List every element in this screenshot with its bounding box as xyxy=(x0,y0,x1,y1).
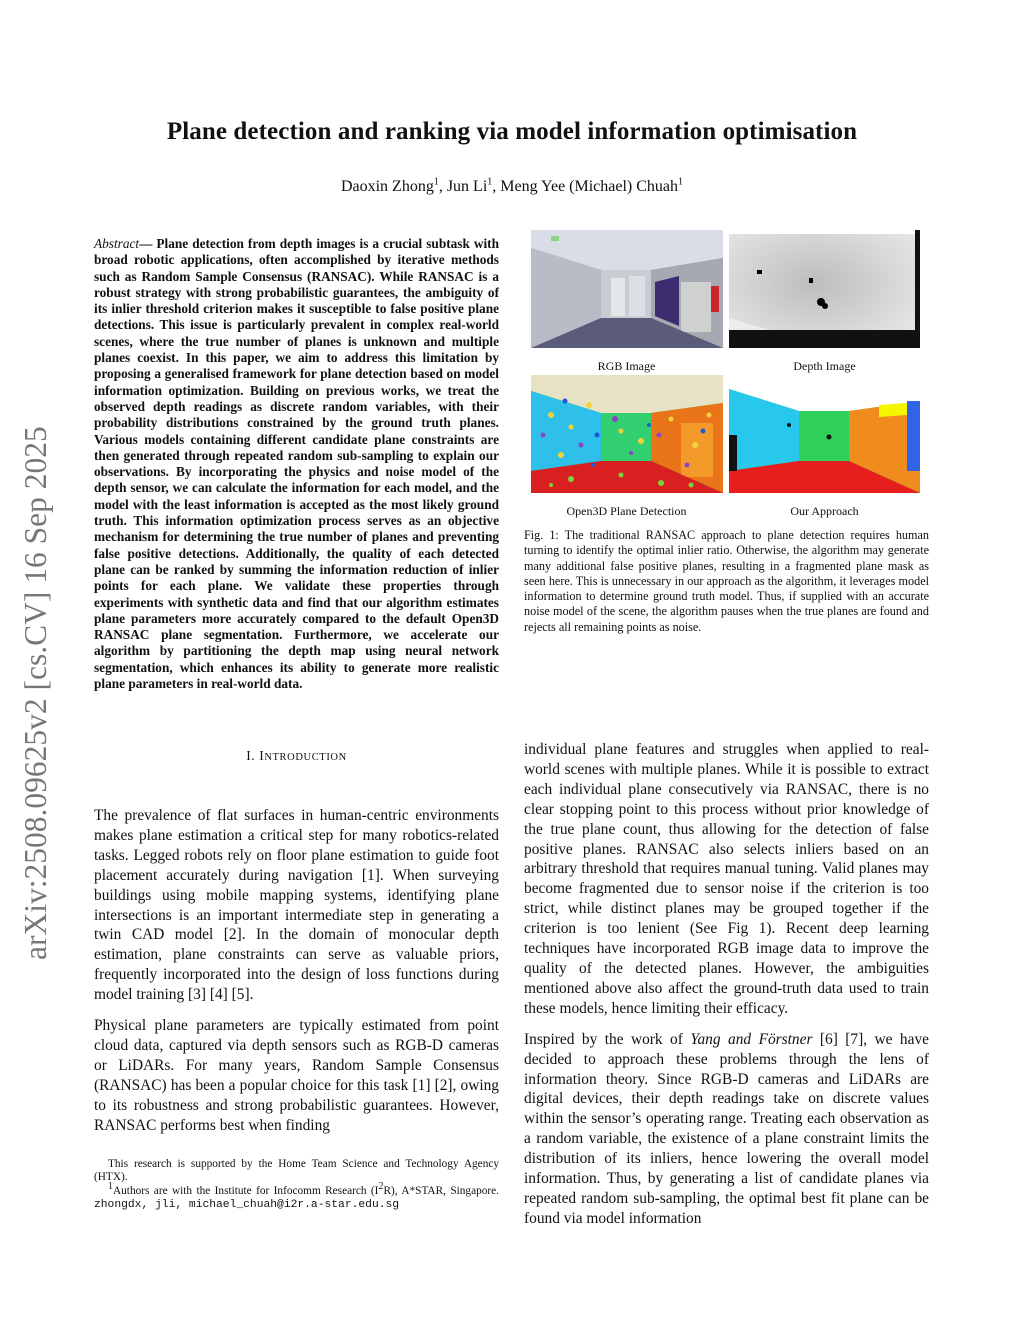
intro-left-column xyxy=(94,806,499,1147)
rgb-image-panel xyxy=(531,230,723,348)
abstract xyxy=(94,236,499,692)
open3d-detection-panel xyxy=(531,375,723,493)
author-separator: , xyxy=(492,178,501,195)
author-emails: zhongdx, jli, michael_chuah@i2r.a-star.edu.sg xyxy=(94,1199,400,1212)
arxiv-identifier: arXiv:2508.09625v2 [cs.CV] 16 Sep 2025 xyxy=(18,426,53,960)
section-title-rest: NTRODUCTION xyxy=(264,752,347,763)
figure-label-rgb: RGB Image xyxy=(597,359,656,373)
depth-image-panel xyxy=(729,230,920,348)
figure-label-depth: Depth Image xyxy=(793,359,856,373)
footnotes xyxy=(94,1158,499,1213)
intro-right-column xyxy=(524,740,929,1240)
affiliation-mark: 1 xyxy=(678,176,684,188)
footnote-funding: This research is supported by the Home Team Science and Technology Agency (HTX). xyxy=(94,1158,499,1184)
citation-authors: Yang and Förstner xyxy=(690,1030,813,1048)
our-approach-panel xyxy=(729,375,920,493)
paragraph: individual plane features and struggles when applied to real-world scenes with multiple planes. While it is possible to extract each individual plane consecutively via RANSAC, there is no clear stopping point to this process without prior knowledge of the true plane count, thus allowing for the detection of false positive planes. RANSAC also selects inliers based on an arbitrary threshold that requires manual tuning. Valid planes may become fragmented due to sensor noise if the criterion is too strict, while distinct planes may be grouped together if the criterion is too lenient (See Fig 1). Recent deep learning techniques have incorporated RGB image data to improve the quality of the detected planes. However, the ambiguities mentioned above also affect the ground-truth data used to train these models, hence limiting their efficacy. xyxy=(524,741,929,1017)
author-separator: , xyxy=(438,178,447,195)
footnote-affiliation-text-2: R), A*STAR, Singapore. xyxy=(383,1184,499,1197)
paragraph: Physical plane parameters are typically estimated from point cloud data, captured via depth sensors such as RGB-D cameras or LiDARs. For many years, Random Sample Consensus (RANSAC) has been a popular choice for this task [1] [2], owing to its robustness and strong probabilistic guarantees. However, RANSAC performs best when finding xyxy=(94,1017,499,1134)
footnote-affiliation xyxy=(94,1181,499,1213)
figure-label-open3d: Open3D Plane Detection xyxy=(566,504,687,518)
figure-caption: Fig. 1: The traditional RANSAC approach to plane detection requires human turning to identify the optimal inlier ratio. Otherwise, the algorithm may generate many additional false positive planes, resulting in a fragmented plane mask as seen here. This is unnecessary in our approach as the algorithm, it leverages model information to determine ground truth model. Thus, if supplied with an accurate noise model of the scene, the algorithm pauses when the true planes are found and rejects all remaining points as noise. xyxy=(524,528,929,634)
abstract-lead: Abstract xyxy=(94,236,140,251)
affiliation-mark: 1 xyxy=(433,176,439,188)
section-title-initial: I xyxy=(259,748,265,763)
superscript-two: 2 xyxy=(378,1181,384,1193)
section-number: I. xyxy=(246,748,260,763)
abstract-text: Plane detection from depth images is a crucial subtask with broad robotic applications, often accomplished by iterative methods such as Random Sample Consensus (RANSAC). While RANSAC is a robust strategy with strong probabilistic guarantees, the ambiguity of its inlier threshold criterion makes it susceptible to false positive plane detections. This issue is particularly prevalent in complex real-world scenes, where the true number of planes is unknown and multiple planes coexist. In this paper, we aim to address this limitation by proposing a generalised framework for plane detection based on model information optimization. Building on previous works, we treat the observed depth readings as discrete random variables, with their probability distributions constrained by the ground truth planes. Various models containing different candidate plane constraints are then generated through repeated random sub-sampling to explain our observations. By incorporating the physics and noise model of the depth sensor, we can calculate the information for each model, and the model with the least information is accepted as the most likely ground truth. This information optimization process serves as an objective mechanism for determining the true number of planes and preventing false positive detections. Additionally, the quality of each detected plane can be ranked by summing the information reduction of inlier points for each plane. We validate these properties through experiments with synthetic data and find that our algorithm estimates plane parameters more accurately compared to the default Open3D RANSAC plane segmentation. Furthermore, we accelerate our algorithm by partitioning the depth map using neural network segmentation, which enhances its ability to generate more realistic plane parameters in real-world data. xyxy=(94,236,500,692)
paragraph-text: [6] [7], we have decided to approach these problems through the lens of information theory. Since RGB-D cameras and LiDARs are digital devices, their depth readings take on discrete values within the sensor’s operating range. Treating each observation as a random variable, the existence of a plane constraint limits the distribution of its inliers, hence lowering the overall model information. Thus, by generating a list of candidate planes via repeated random sub-sampling, the optimal best fit plane can be found via model information xyxy=(524,1030,929,1227)
author-list xyxy=(0,178,1024,196)
author-name: Meng Yee (Michael) Chuah xyxy=(500,178,679,195)
paragraph-text: Inspired by the work of xyxy=(524,1030,691,1048)
paragraph-inspired xyxy=(524,1030,929,1229)
affiliation-mark: 1 xyxy=(487,176,493,188)
footnote-mark: 1 xyxy=(108,1181,113,1193)
paper-title: Plane detection and ranking via model information optimisation xyxy=(166,118,858,145)
author-name: Jun Li xyxy=(446,178,488,195)
figure-label-ours: Our Approach xyxy=(790,504,859,518)
abstract-dash: — xyxy=(139,236,157,251)
footnote-affiliation-text: Authors are with the Institute for Infocomm Research (I xyxy=(113,1184,379,1197)
paragraph: The prevalence of flat surfaces in human-centric environments makes plane estimation a critical step for many robotics-related tasks. Legged robots rely on floor plane estimation to guide foot placement accurately during navigation [1]. When surveying buildings using mobile mapping systems, identifying plane intersections is an important intermediate step in generating a twin CAD model [2]. In the domain of monocular depth estimation, plane constraints can serve as valuable priors, frequently incorporated into the design of loss functions during model training [3] [4] [5]. xyxy=(94,807,499,1004)
author-name: Daoxin Zhong xyxy=(340,178,434,195)
section-heading xyxy=(94,748,499,764)
